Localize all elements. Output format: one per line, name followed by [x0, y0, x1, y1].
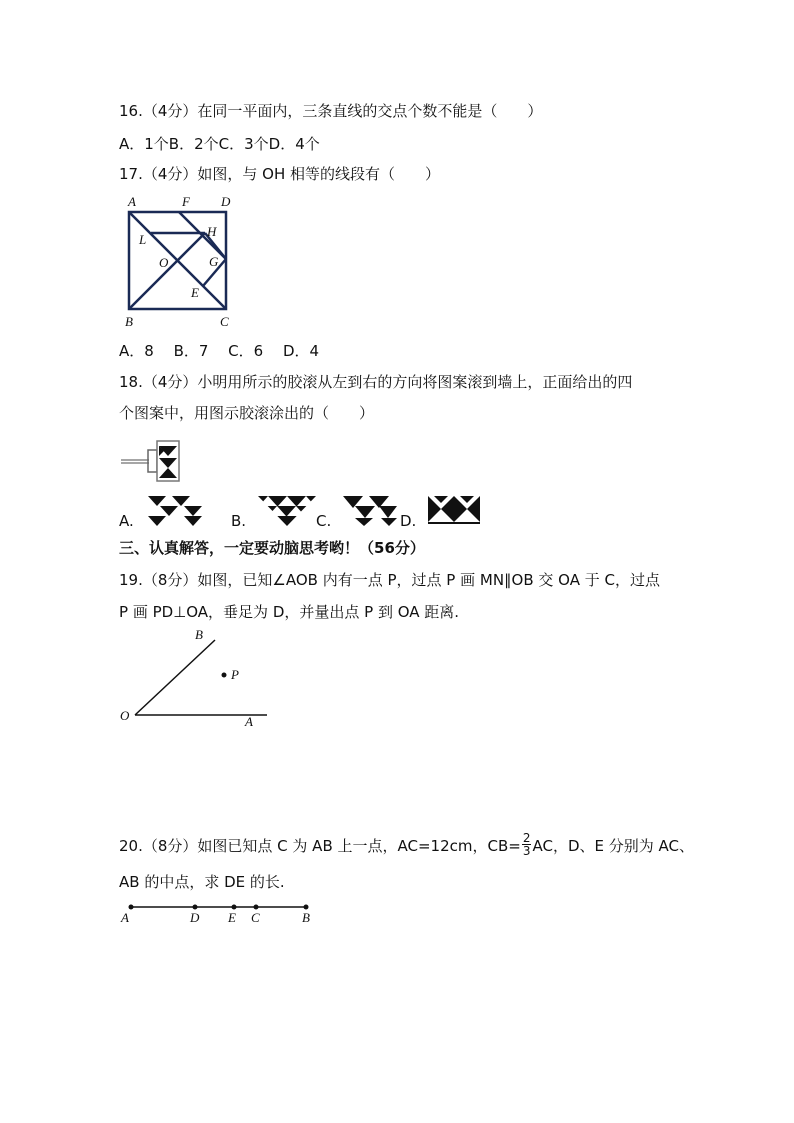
- q17-label-e: E: [191, 285, 199, 300]
- q17-options: A．8 B．7 C．6 D．4: [119, 342, 320, 360]
- q17-label-a: A: [128, 194, 136, 209]
- q18-stem-line1: 18.（4分）小明用所示的胶滚从左到右的方向将图案滚到墙上，正面给出的四: [119, 373, 633, 391]
- q20-label-d: D: [190, 910, 200, 925]
- q18-option-c-pattern: [341, 494, 399, 528]
- q20-point-b: [304, 905, 309, 910]
- q20-stem-line1: [119, 831, 694, 859]
- q20-segment-figure: [117, 898, 317, 928]
- q20-fraction-numerator: 2: [522, 831, 531, 845]
- q17-label-o: O: [159, 255, 169, 270]
- section3-heading: 三、认真解答，一定要动脑思考哟！（56分）: [119, 539, 425, 557]
- q19-point-p: [222, 673, 227, 678]
- q17-label-g: G: [209, 254, 219, 269]
- q18-option-b-label: B.: [231, 512, 247, 530]
- q20-point-d: [193, 905, 198, 910]
- q18-option-d-pattern: [426, 494, 484, 528]
- q18-roller-icon: [119, 438, 185, 484]
- q17-stem: 17.（4分）如图，与 OH 相等的线段有（ ）: [119, 165, 441, 183]
- q19-ray-ob: [135, 640, 215, 715]
- q18-option-a-pattern: [145, 494, 205, 528]
- q17-label-l: L: [139, 232, 147, 247]
- q19-stem-line2: P 画 PD⊥OA，垂足为 D，并量出点 P 到 OA 距离.: [119, 603, 460, 621]
- q20-label-e: E: [228, 910, 236, 925]
- q19-label-o: O: [120, 708, 130, 723]
- q20-stem-part1: 20.（8分）如图已知点 C 为 AB 上一点，AC=12cm，CB=: [119, 837, 521, 855]
- q19-label-p: P: [231, 667, 239, 682]
- q17-label-f: F: [182, 194, 190, 209]
- q20-stem-part2: AC，D、E 分别为 AC、: [532, 837, 694, 855]
- q20-label-a: A: [121, 910, 129, 925]
- q17-square-figure: [119, 192, 239, 332]
- q20-point-e: [232, 905, 237, 910]
- q20-label-b: B: [302, 910, 310, 925]
- q20-fraction: [522, 832, 532, 857]
- q19-angle-figure: [117, 624, 277, 734]
- q18-option-d-label: D.: [400, 512, 417, 530]
- q20-label-c: C: [251, 910, 260, 925]
- q20-fraction-denominator: 3: [522, 844, 531, 858]
- q16-stem: 16.（4分）在同一平面内，三条直线的交点个数不能是（ ）: [119, 102, 543, 120]
- q19-label-a: A: [245, 714, 253, 729]
- q20-stem-line2: AB 的中点，求 DE 的长.: [119, 873, 285, 891]
- q18-option-a-label: A.: [119, 512, 134, 530]
- q19-label-b: B: [195, 627, 203, 642]
- q16-options: A．1个B．2个C．3个D．4个: [119, 135, 320, 153]
- q17-label-h: H: [207, 224, 217, 239]
- q17-label-b: B: [125, 314, 133, 329]
- q20-point-c: [254, 905, 259, 910]
- q19-stem-line1: 19.（8分）如图，已知∠AOB 内有一点 P，过点 P 画 MN∥OB 交 OA 于 C，过点: [119, 571, 660, 589]
- q17-label-c: C: [220, 314, 229, 329]
- q18-option-b-pattern: [256, 494, 318, 528]
- q17-label-d: D: [221, 194, 231, 209]
- q20-point-a: [129, 905, 134, 910]
- q18-option-c-label: C.: [316, 512, 332, 530]
- q18-stem-line2: 个图案中，用图示胶滚涂出的（ ）: [119, 404, 375, 422]
